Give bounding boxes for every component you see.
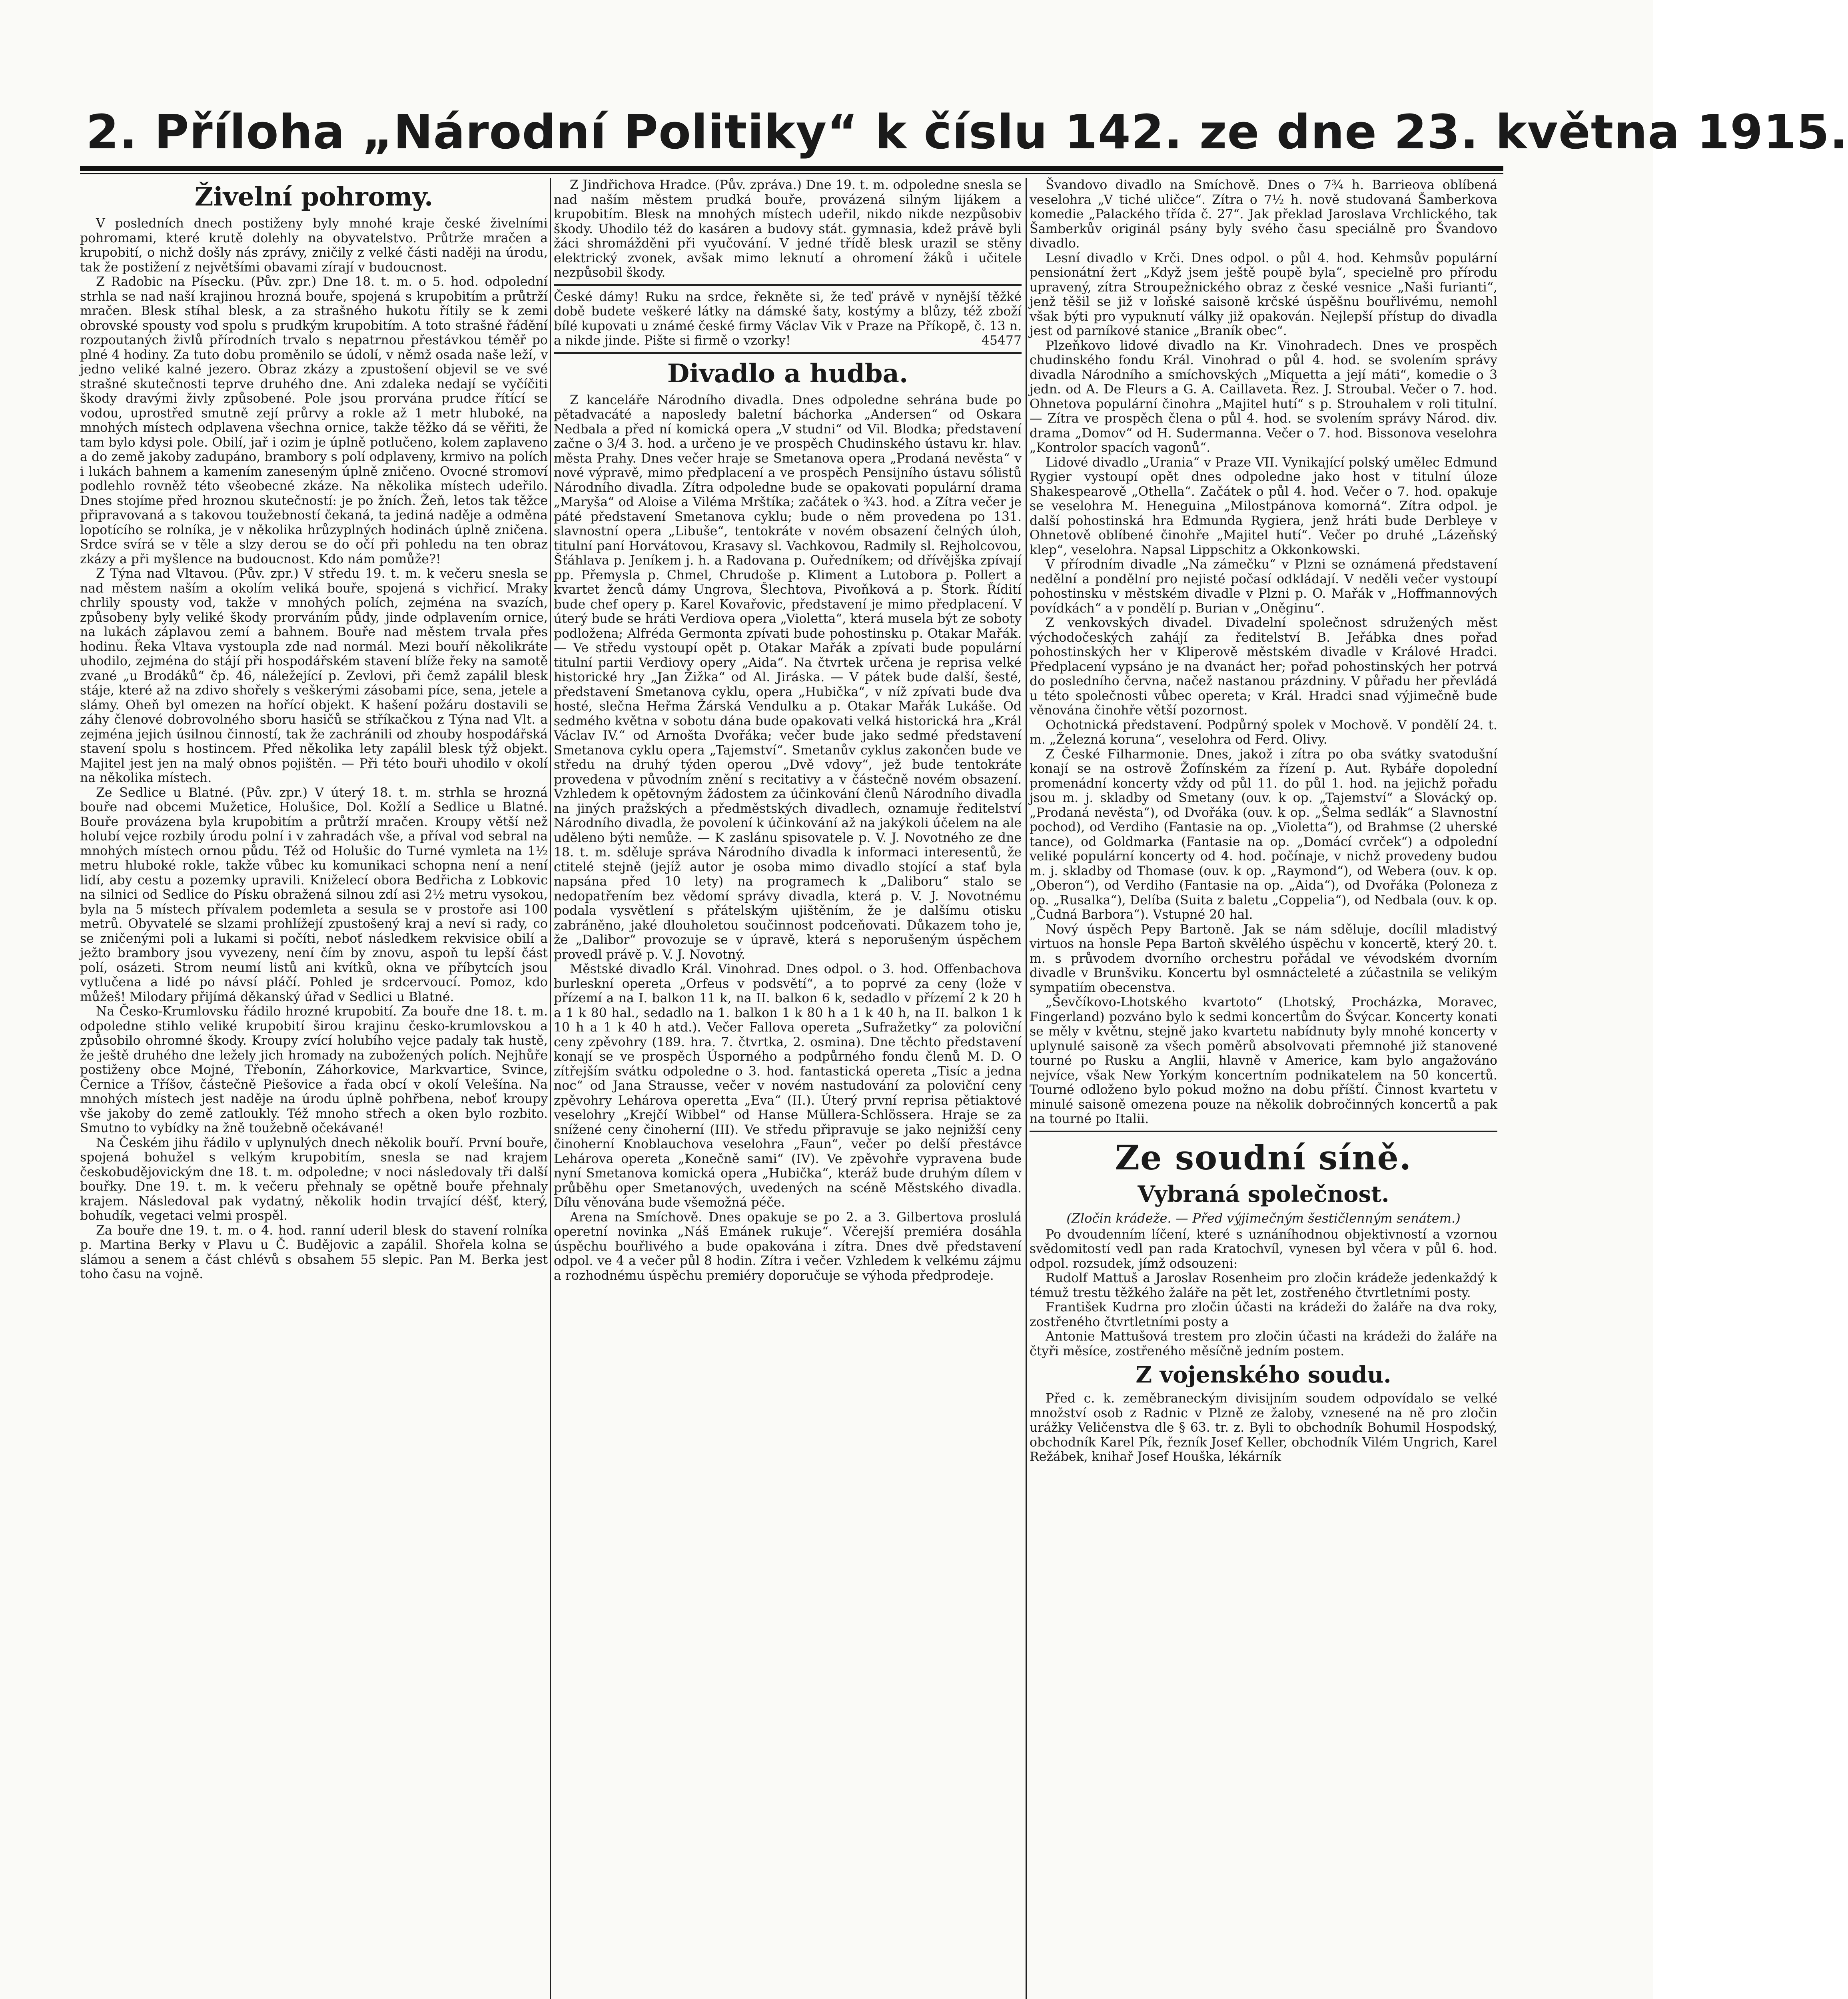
article-heading: Vybraná společnost.: [1138, 1181, 1389, 1207]
article-paragraph: Ze Sedlice u Blatné. (Pův. zpr.) V úterý 18. t. m. strhla se hrozná bouře nad obcemi Mužetice, Holušice, Dol. Kožlí a Sedlice u Blatné. Bouře provázena byla krupobitím a průtrží mračen. Kroupy větší než holubí vejce rozbily úrodu polní i v zahradách vše, a příval vod sebral na mnohých místech ornou půdu. Též od Holušic do Turné vymleta na 1½ metru hluboké rokle, takže vůbec ku komunikaci schopna není a není lidí, aby cestu a pozemky upravili. Kniželecí obora Bedřicha z Lobkovic na silnici od Sedlice do Písku obražená silnou zdí asi 2½ metru vysokou, byla na 5 místech přívalem podemleta a sesula se v prostoře asi 100 metrů. Obyvatelé se slzami prohlížejí zpustošený kraj a neví si rady, co se zničenými poli a lukami si počíti, neboť následkem rekvisice obilí a ježto brambory jsou vyvezeny, není čím by znovu, aspoň tu lepší část polí, osázeti. Strom neumí listů ani kvítků, okna ve příbytcích jsou vytlučena a lidé po návsí pláčí. Pohled je srdcervoucí. Pomoz, kdo můžeš! Milodary přijímá děkanský úřad v Sedlici u Blatné.: [80, 785, 548, 1004]
divider: [1030, 1131, 1497, 1132]
column-divider: [550, 178, 551, 1999]
section-heading: Ze soudní síně.: [1115, 1137, 1412, 1177]
article-paragraph: V přírodním divadle „Na zámečku“ v Plzni se oznámená představení nedělní a pondělní pro nejisté počasí odkládají. V neděli večer vystoupí pohostinsku v městském divadle v Plzni p. O. Mařák v „Hoffmannových povídkách“ a v pondělí p. Burian v „Oněginu“.: [1030, 557, 1497, 616]
article-paragraph: Z Radobic na Písecku. (Pův. zpr.) Dne 18. t. m. o 5. hod. odpolední strhla se nad naší krajinou hrozná bouře, spojená s krupobitím a průtrží mračen. Blesk stíhal blesk, a za strašného hukotu řítily se k zemi obrovské spousty vod spolu s prudkým krupobitím. A toto strašné řádění rozpoutaných živlů přírodních trvalo s nepatrnou přestávkou téměř po plné 4 hodiny. Za tuto dobu proměnilo se údolí, v němž osada naše leží, v jedno veliké kalné jezero. Obraz zkázy a zpustošení objevil se ve své strašné skutečnosti teprve druhého dne. Ani zdaleka nedají se vyčíčiti škody dravými živly způsobené. Pole jsou prorvána prudce řítící se vodou, uprostřed smutně zejí průrvy a rokle až 1 metr hluboké, na mnohých místech odplavena všechna ornice, takže těžko dá se věřiti, že tam bylo kdysi pole. Obilí, jař i ozim je úplně potlučeno, kolem zaplaveno a do země jakoby zadupáno, brambory s polí odplaveny, krmivo na polích i lukách bahnem a kamením zaneseným úplně zničeno. Ovocné stromoví podlehlo rovněž této všeobecné zkáze. Na několika místech udeřilo. Dnes stojíme před hroznou skutečností: je po žních. Žeň, letos tak těžce připravovaná a s takovou toužebností čekaná, ta jediná naděje a odměna lopotícího se rolníka, je v několika hrůzyplných hodinách úplně zničena. Srdce svírá se v těle a slzy derou se do očí při pohledu na ten obraz zkázy a při myšlence na budoucnost. Kdo nám pomůže?!: [80, 275, 548, 567]
article-paragraph: Arena na Smíchově. Dnes opakuje se po 2. a 3. Gilbertova proslulá operetní novinka „Náš Emánek rukuje“. Včerejší premiéra dosáhla úspěchu bouřlivého a bude opakována i zítra. Dnes dvě představení odpol. ve 4 a večer půl 8 hodin. Zítra i večer. Vzhledem k velkému zájmu a rozhodnému úspěchu premiéry doporučuje se výhoda předprodeje.: [554, 1210, 1022, 1283]
article-paragraph: Lesní divadlo v Krči. Dnes odpol. o půl 4. hod. Kehmsův populární pensionátní žert „Když jsem ještě poupě byla“, specielně pro přírodu upravený, zítra Stroupežnického obraz z české vesnice „Naši furianti“, jenž těšil se již v loňské saisoně krčské úspěšnu bouřlivému, nemohl však býti pro vypuknutí války již opakován. Nejlepší přístup do divadla jest od parníkové stanice „Braník obec“.: [1030, 251, 1497, 338]
article-paragraph: Na Česko-Krumlovsku řádilo hrozné krupobití. Za bouře dne 18. t. m. odpoledne stihlo veliké krupobití širou krajinu česko-krumlovskou a způsobilo ohromné škody. Kroupy zvící holubího vejce padaly tak hustě, že ještě druhého dne ležely jich hromady na zubožených polích. Nejhůře postiženy obce Mojné, Třebonín, Záhorkovice, Markvartice, Svince, Černice a Tříšov, částečně Piešovice a řada obcí v okolí Velešína. Na mnohých místech jest naděje na úrodu úplně pohřbena, neboť kroupy vše jakoby do země zatloukly. Též mnoho střech a oken bylo rozbito. Smutno to vybídky na žně toužebně očekávané!: [80, 1004, 548, 1135]
article-paragraph: Ochotnická představení. Podpůrný spolek v Mochově. V pondělí 24. t. m. „Železná koruna“, veselohra od Ferd. Olivy.: [1030, 718, 1497, 747]
article-paragraph: Antonie Mattušová trestem pro zločin účasti na krádeži do žaláře na čtyři měsíce, zostřeného měsíčně jedním postem.: [1030, 1329, 1497, 1359]
masthead-rule: [80, 166, 1503, 171]
divider: [554, 352, 1022, 354]
article-paragraph: Za bouře dne 19. t. m. o 4. hod. ranní uderil blesk do stavení rolníka p. Martina Berky v Plavu u Č. Budějovic a zapálil. Shořela kolna se slámou a senem a část chlévů s obsahem 55 slepic. Pan M. Berka jest toho času na vojně.: [80, 1223, 548, 1281]
article-paragraph: Plzeňkovo lidové divadlo na Kr. Vinohradech. Dnes ve prospěch chudinského fondu Král. Vinohrad o půl 4. hod. se svolením správy divadla Národního a smíchovských „Miquetta a její máti“, komedie o 3 jedn. od A. De Fleurs a G. A. Caillaveta. Řez. J. Stroubal. Večer o 7. hod. Ohnetova populární činohra „Majitel hutí“ s p. Strouhalem v roli titulní. — Zítra ve prospěch člena o půl 4. hod. se svolením správy Národ. div. drama „Domov“ od H. Sudermanna. Večer o 7. hod. Bissonova veselohra „Kontrolor spacích vagonů“.: [1030, 338, 1497, 455]
article-paragraph: „Ševčíkovo-Lhotského kvartoto“ (Lhotský, Procházka, Moravec, Fingerland) pozváno bylo k sedmi koncertům do Švýcar. Koncerty konati se měly v květnu, stejně jako kvartetu nabídnuty byly mnohé koncerty v uplynulé saisoně za všech poměrů absolvovati přemnohé již stanovené tourné po Rusku a Anglii, hlavně v Americe, kam bylo angažováno nejvíce, však New Yorkým koncertním podnikatelem na 50 koncertů. Tourné odloženo bylo pokud možno na dobu příští. Činnost kvartetu v minulé saisoně omezena pouze na několik dobročinných koncertů a pak na tourné po Italii.: [1030, 995, 1497, 1126]
divider: [554, 284, 1022, 286]
article-paragraph: Před c. k. zeměbraneckým divisijním soudem odpovídalo se velké množství osob z Radnic v Plzně ze žaloby, vznesené na ně pro zločin urážky Veličenstva dle § 63. tr. z. Byli to obchodník Bohumil Hospodský, obchodník Karel Pík, řezník Josef Keller, obchodník Vilém Ungrich, Karel Režábek, knihař Josef Houška, lékárník: [1030, 1391, 1497, 1464]
article-paragraph: Lidové divadlo „Urania“ v Praze VII. Vynikající polský umělec Edmund Rygier vystoupí opět dnes odpoledne jako host v titulní úloze Shakespearově „Othella“. Začátek o půl 4. hod. Večer o 7. hod. opakuje se veselohra M. Heneguina „Milostpánova komorná“. Zítra odpol. je další pohostinská hra Edmunda Rygiera, jenž hráti bude Derbleye v Ohnetově oblíbené činohře „Majitel hutí“. Večer po druhé „Lázeňský klep“, veselohra. Napsal Lippschitz a Okkonkowski.: [1030, 455, 1497, 557]
article-paragraph: Švandovo divadlo na Smíchově. Dnes o 7¾ h. Barrieova oblíbená veselohra „V tiché uličce“. Zítra o 7½ h. nově studovaná Šamberkova komedie „Palackého třída č. 27“. Jak překlad Jaroslava Vrchlického, tak Šamberkův originál psány byly svého času speciálně pro Švandovo divadlo.: [1030, 178, 1497, 251]
article-heading: Z vojenského soudu.: [1136, 1362, 1391, 1388]
article-paragraph: Rudolf Mattuš a Jaroslav Rosenheim pro zločin krádeže jedenkaždý k témuž trestu těžkého žaláře na pět let, zostřeného čtvrtletními posty.: [1030, 1271, 1497, 1300]
column-1: [80, 178, 548, 1999]
article-paragraph: Nový úspěch Pepy Bartoně. Jak se nám sděluje, docílil mladistvý virtuos na honsle Pepa Bartoň skvělého úspěchu v koncertě, který 20. t. m. s průvodem dvorního orchestru pořádal ve vévodském dvorním divadle v Brunšviku. Koncertu byl osmnácteleté a zúčastnila se velikým sympatiím obecenstva.: [1030, 922, 1497, 995]
article-paragraph: Městské divadlo Král. Vinohrad. Dnes odpol. o 3. hod. Offenbachova burleskní opereta „Orfeus v podsvětí“, a to poprvé za ceny (lože v přízemí a na I. balkon 11 k, na II. balkon 6 k, sedadlo v přízemí 2 k 20 h a 1 k 80 hal., sedadlo na 1. balkon 1 k 80 h a 1 k 40 h, na II. balkon 1 k 10 h a 1 k 40 h atd.). Večer Fallova opereta „Sufražetky“ za poloviční ceny zpěvohry (189. hra. 7. čtvrtka, 2. osmina). Dne těchto představení konají se ve prospěch Úsporného a podpůrného fondu členů M. D. O zítřejším svátku odpoledne o 3. hod. fantastická opereta „Tisíc a jedna noc“ od Jana Strausse, večer v novém nastudování za poloviční ceny zpěvohry Lehárova operetta „Eva“ (II.). Úterý první reprisa pětiaktové veselohry „Krejčí Wibbel“ od Hanse Müllera-Schlössera. Hraje se za snížené ceny činoherní (III). Ve středu připravuje se jako nejnižší ceny činoherní Knoblauchova veselohra „Faun“, večer po delší přestávce Lehárova opereta „Konečně sami“ (IV). Ve zpěvohře vypravena bude nyní Smetanova komická opera „Hubička“, kteráž bude druhým dílem v průběhu oper Smetanových, uvedených na scéně Městského divadla. Dílu věnována bude všemožná péče.: [554, 962, 1022, 1210]
advertisement: [554, 290, 1022, 348]
article-paragraph: Na Českém jihu řádilo v uplynulých dnech několik bouří. První bouře, spojená bohužel s velkým krupobitím, snesla se nad krajem českobudějovickým dne 18. t. m. odpoledne; v noci následovaly tři další bouřky. Dne 19. t. m. k večeru přehnaly se opětně bouře přehnaly krajem. Následoval pak vydatný, několik hodin trvající déšť, který, bohudík, vegetaci velmi prospěl.: [80, 1135, 548, 1223]
advertisement-text: České dámy! Ruku na srdce, řekněte si, že teď právě v nynější těžké době budete veškeré látky na dámské šaty, kostýmy a blůzy, též zboží bílé kupovati u známé české firmy Václav Vik v Praze na Příkopě, č. 13 n. a nikde jinde. Pište si firmě o vzorky!: [554, 289, 1022, 348]
article-paragraph: Z venkovských divadel. Divadelní společnost sdružených měst východočeských zahájí za ředitelství B. Jeřábka dnes pořad pohostinských her v Kliperově městském divadle v Králové Hradci. Předplacení vypsáno je na dvanáct her; pořad pohostinských her potrvá do posledního června, načež nastanou prázdniny. V půřadu her převládá u této společnosti vůbec opereta; v Král. Hradci snad výjimečně bude věnována činohře větší pozornost.: [1030, 616, 1497, 718]
article-paragraph: Z Jindřichova Hradce. (Pův. zpráva.) Dne 19. t. m. odpoledne snesla se nad naším městem prudká bouře, provázená silným lijákem a krupobitím. Blesk na mnohých místech udeřil, nikdo nikde nezpůsobiv škody. Uhodilo též do kasáren a budovy stát. gymnasia, kdež právě byli žáci shromážděni při vyučování. V jedné třídě blesk urazil se stěny elektrický zvonek, avšak mimo leknutí a ohromení žáků i učitele nezpůsobil škody.: [554, 178, 1022, 280]
article-paragraph: Z kanceláře Národního divadla. Dnes odpoledne sehrána bude po pětadvacáté a naposledy baletní báchorka „Andersen“ od Oskara Nedbala a před ní komická opera „V studni“ od Vil. Blodka; představení začne o 3/4 3. hod. a určeno je ve prospěch Chudinského ústavu kr. hlav. města Prahy. Dnes večer hraje se Smetanova opera „Prodaná nevěsta“ v nové výpravě, mimo předplacení a ve prospěch Pensijního ústavu sólistů Národního divadla. Zítra odpoledne bude se opakovati populární drama „Maryša“ od Aloise a Viléma Mrštíka; začátek o ¾3. hod. a Zítra večer je páté představení Smetanova cyklu; bude o něm provedena po 131. slavnostní opera „Libuše“, tentokráte v novém obsazení čelných úloh, titulní paní Horvátovou, Krasavy sl. Vachkovou, Radmily sl. Rejholcovou, Šťáhlava p. Jeníkem j. h. a Radovana p. Ouředníkem; od dřívějška zpívají pp. Přemysla p. Chmel, Chrudoše p. Kliment a Lutobora p. Pollert a kvartet ženců dámy Ungrova, Šlechtova, Pivoňková a p. Štork. Řídití bude chef opery p. Karel Kovařovic, představení je mimo předplacení. V úterý bude se hráti Verdiova opera „Violetta“, která musela být ze soboty podložena; Alfréda Germonta zpívati bude pohostinsku p. Otakar Mařák. — Ve středu vystoupí opět p. Otakar Mařák a zpívati bude populární titulní partii Verdiovy opery „Aida“. Na čtvrtek určena je reprisa velké historické hry „Jan Žižka“ od Al. Jiráska. — V pátek bude další, šesté, představení Smetanova cyklu, opera „Hubička“, v níž zpívati bude dva hosté, slečna Heřma Žárská Vendulku a p. Otakar Mařák Lukáše. Od sedmého května v sobotu dána bude opakovati velká historická hra „Král Václav IV.“ od Arnošta Dvořáka; večer bude jako sedmé představení Smetanova cyklu opera „Tajemství“. Smetanův cyklus zakončen bude ve středu na druhý týden operou „Dvě vdovy“, jež bude tentokráte provedena v původním znění s recitativy a v částečně novém obsazení. Vzhledem k opětovným žádostem za účinkování členů Národního divadla na jiných pražských a předměstských divadlech, oznamuje ředitelství Národního divadla, že povolení k účinkování až na jakýkoli účelem na ale uděleno býti nemůže. — K zaslánu spisovatele p. V. J. Novotného ze dne 18. t. m. sděluje správa Národního divadla k informaci interesentů, že ctitelé stejně (jejíž autor je osoba mimo divadlo stojící a stať byla napsána před 10 lety) na programech k „Daliboru“ stalo se nedopatřením bez vědomí správy divadla, která p. V. J. Novotnému podala vysvětlení s přátelským ujištěním, že je dalšímu otisku zabráněno, jaké dlouholetou součinnost podceňovati. Důkazem toho je, že „Dalibor“ provozuje se v úpravě, která s neporušeným úspěchem provedl právě p. V. J. Novotný.: [554, 393, 1022, 962]
article-paragraph: Po dvoudenním líčení, které s uznáníhodnou objektivností a vzornou svědomitostí vedl pan rada Kratochvíl, vynesen byl včera v půl 6. hod. odpol. rozsudek, jímž odsouzeni:: [1030, 1227, 1497, 1271]
masthead-rule-thin: [80, 173, 1503, 174]
article-paragraph: V posledních dnech postiženy byly mnohé kraje české živelními pohromami, které krutě dolehly na obyvatelstvo. Průtrže mračen a krupobití, o nichž došly nás zprávy, zničily z velké části naději na úrodu, tak že postižení z největšími obavami zírají v budoucnost.: [80, 216, 548, 275]
article-paragraph: František Kudrna pro zločin účasti na krádeži do žaláře na dva roky, zostřeného čtvrtletními posty a: [1030, 1300, 1497, 1329]
column-3: [1030, 178, 1497, 1999]
masthead: 2. Příloha „Národní Politiky“ k číslu 142. ze dne 23. května 1915.: [86, 104, 1848, 160]
article-subheading: (Zločin krádeže. — Před výjimečným šestičlenným senátem.): [1066, 1210, 1461, 1226]
advertisement-number: 45477: [981, 333, 1022, 348]
section-heading: Divadlo a hudba.: [667, 358, 908, 389]
column-divider: [1026, 178, 1027, 1999]
article-paragraph: Z České Filharmonie. Dnes, jakož i zítra po oba svátky svatodušní konají se na ostrově Žofínském za řízení p. Aut. Rybáře dopolední promenádní koncerty vždy od půl 11. do půl 1. hod. na jejichž pořadu jsou m. j. skladby od Smetany (ouv. k op. „Tajemství“ a Slovácký op. „Prodaná nevěsta“), od Dvořáka (ouv. k op. „Šelma sedlák“ a Slavnostní pochod), od Verdiho (Fantasie na op. „Violetta“), od Brahmse (2 uherské tance), od Goldmarka (Fantasie na op. „Domácí cvrček“) a odpolední veliké populární koncerty od 4. hod. počínaje, v nichž provedeny budou m. j. skladby od Thomase (ouv. k op. „Raymond“), od Webera (ouv. k op. „Oberon“), od Verdiho (Fantasie na op. „Aida“), od Dvořáka (Poloneza z op. „Rusalka“), Delíba (Suita z baletu „Coppelia“), od Nedbala (ouv. k op. „Čudná Barbora“). Vstupné 20 hal.: [1030, 747, 1497, 922]
column-2: [554, 178, 1022, 1999]
article-paragraph: Z Týna nad Vltavou. (Pův. zpr.) V středu 19. t. m. k večeru snesla se nad městem naším a okolím veliká bouře, spojená s vichřicí. Mraky chrlily spousty vod, takže v mnohých polích, zejména na svazích, způsobeny byly veliké škody prorváním půdy, jinde odplavením ornice, na lukách záplavou zemí a bahnem. Bouře nad městem trvala přes hodinu. Řeka Vltava vystoupla zde nad normál. Mezi bouří několikráte uhodilo, zejména do stájí při hospodářském stavení blíže řeky na samotě zvané „u Brodáků“ čp. 46, náležející p. Zevlovi, při čemž zapálil blesk stáje, které až na zdivo shořely s veškerými zásobami píce, sena, jetele a slámy. Oheň byl omezen na hořící objekt. K hašení požáru dostavili se záhy členové dobrovolného sboru hasičů se stříkačkou z Týna nad Vlt. a zejména jejich úsilnou činností, tak že zachránili od zhouby hospodářská stavení spolu s hostincem. Před několika lety zapálil blesk týž objekt. Majitel jest jen na malý obnos pojištěn. — Při této bouři uhodilo v okolí na několika místech.: [80, 567, 548, 785]
section-heading: Živelní pohromy.: [194, 182, 433, 212]
